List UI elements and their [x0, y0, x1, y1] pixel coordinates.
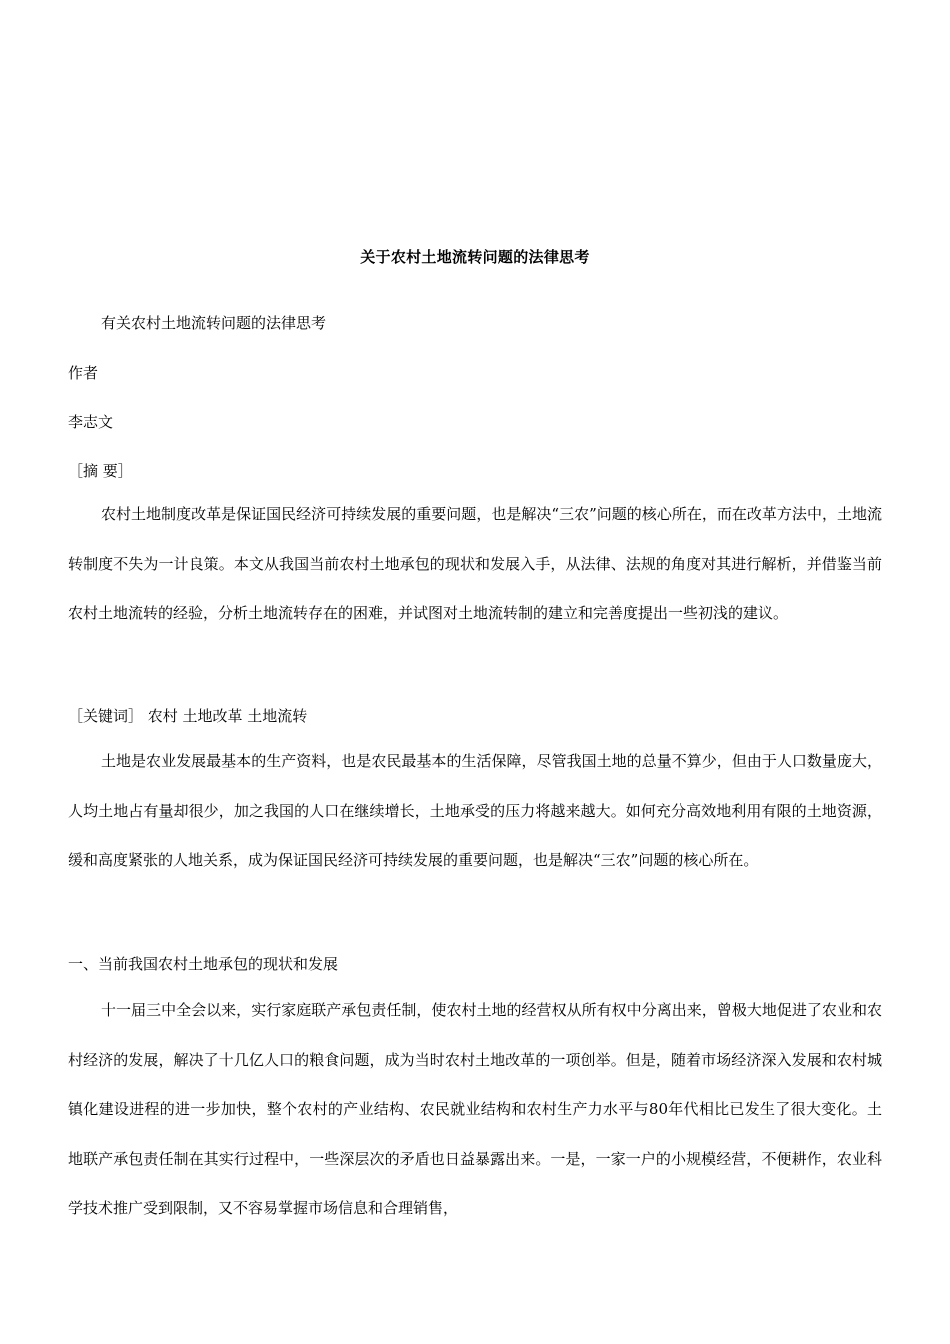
- author-label: 作者: [68, 364, 99, 382]
- abstract-label: ［摘 要］: [68, 462, 133, 480]
- author-name: 李志文: [68, 413, 114, 431]
- section-heading: 一、当前我国农村土地承包的现状和发展: [68, 955, 339, 973]
- abstract-text: 农村土地制度改革是保证国民经济可持续发展的重要问题，也是解决“三农”问题的核心所在，而在改革方法中，土地流转制度不失为一计良策。本文从我国当前农村土地承包的现状和发展入手，从法律、法规的角度对其进行解析，并借鉴当前农村土地流转的经验，分析土地流转存在的困难，并试图对土地流转制的建立和完善度提出一些初浅的建议。: [68, 505, 882, 622]
- document-title: 关于农村土地流转问题的法律思考: [360, 248, 590, 266]
- keywords-line: ［关键词］ 农村 土地改革 土地流转: [68, 707, 308, 725]
- section-paragraph: 十一届三中全会以来，实行家庭联产承包责任制，使农村土地的经营权从所有权中分离出来，曾极大地促进了农业和农村经济的发展，解决了十几亿人口的粮食问题，成为当时农村土地改革的一项创举。但是，随着市场经济深入发展和农村城镇化建设进程的进一步加快，整个农村的产业结构、农民就业结构和农村生产力水平与80年代相比已发生了很大变化。土地联产承包责任制在其实行过程中，一些深层次的矛盾也日益暴露出来。一是，一家一户的小规模经营，不便耕作，农业科学技术推广受到限制，又不容易掌握市场信息和合理销售，: [68, 1001, 882, 1217]
- intro-paragraph: 土地是农业发展最基本的生产资料，也是农民最基本的生活保障，尽管我国土地的总量不算少，但由于人口数量庞大，人均土地占有量却很少，加之我国的人口在继续增长，土地承受的压力将越来越大。如何充分高效地利用有限的土地资源，缓和高度紧张的人地关系，成为保证国民经济可持续发展的重要问题，也是解决“三农”问题的核心所在。: [68, 752, 882, 869]
- document-subtitle: 有关农村土地流转问题的法律思考: [101, 314, 327, 332]
